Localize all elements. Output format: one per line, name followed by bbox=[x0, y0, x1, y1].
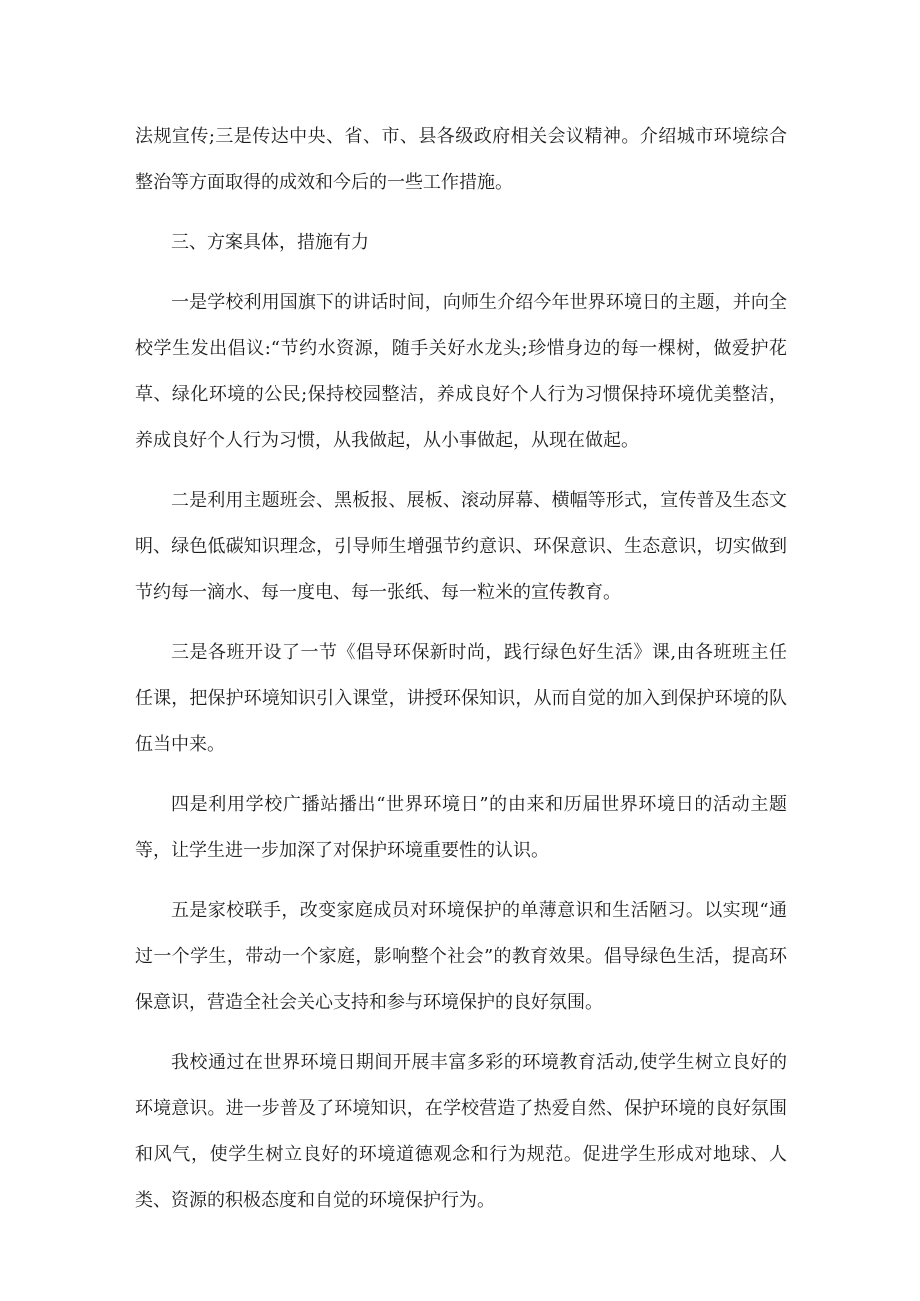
paragraph-item-5: 五是家校联手，改变家庭成员对环境保护的单薄意识和生活陋习。以实现“通过一个学生，带动一个家庭，影响整个社会”的教育效果。倡导绿色生活，提高环保意识，营造全社会关心支持和参与环境保护的良好氛围。 bbox=[135, 900, 787, 1013]
paragraph-conclusion: 我校通过在世界环境日期间开展丰富多彩的环境教育活动,使学生树立良好的环境意识。进一步普及了环境知识，在学校营造了热爱自然、保护环境的良好氛围和风气，使学生树立良好的环境道德观念和行为规范。促进学生形成对地球、人类、资源的积极态度和自觉的环境保护行为。 bbox=[135, 1052, 787, 1211]
paragraph-item-4: 四是利用学校广播站播出“世界环境日”的由来和历届世界环境日的活动主题等，让学生进一步加深了对保护环境重要性的认识。 bbox=[135, 794, 787, 861]
section-heading: 三、方案具体，措施有力 bbox=[171, 232, 369, 253]
paragraph-item-1: 一是学校利用国旗下的讲话时间，向师生介绍今年世界环境日的主题，并向全校学生发出倡议:“节约水资源，随手关好水龙头;珍惜身边的每一棵树，做爱护花草、绿化环境的公民;保持校园整洁，养成良好个人行为习惯保持环境优美整洁，养成良好个人行为习惯，从我做起，从小事做起，从现在做起。 bbox=[135, 292, 787, 451]
paragraph-item-2: 二是利用主题班会、黑板报、展板、滚动屏幕、横幅等形式，宣传普及生态文明、绿色低碳知识理念，引导师生增强节约意识、环保意识、生态意识，切实做到节约每一滴水、每一度电、每一张纸、每一粒米的宣传教育。 bbox=[135, 490, 787, 603]
document-body bbox=[135, 114, 787, 1238]
paragraph-continuation: 法规宣传;三是传达中央、省、市、县各级政府相关会议精神。介绍城市环境综合整治等方面取得的成效和今后的一些工作措施。 bbox=[135, 126, 787, 193]
paragraph-item-3: 三是各班开设了一节《倡导环保新时尚，践行绿色好生活》课,由各班班主任任课，把保护环境知识引入课堂，讲授环保知识，从而自觉的加入到保护环境的队伍当中来。 bbox=[135, 642, 787, 755]
